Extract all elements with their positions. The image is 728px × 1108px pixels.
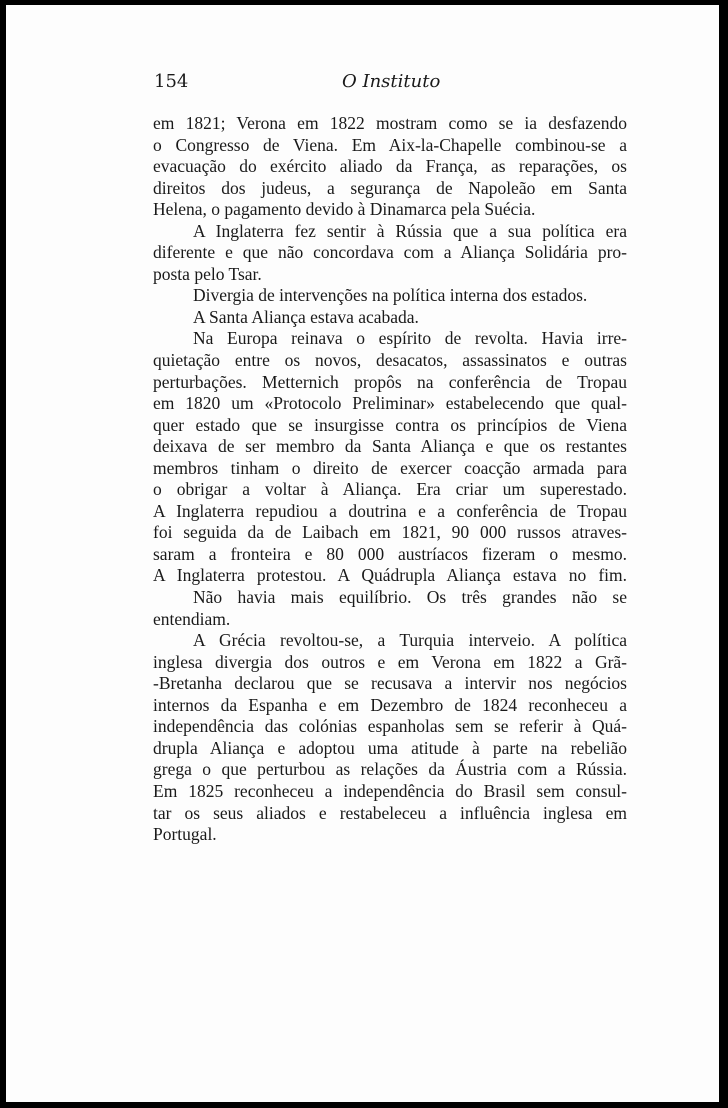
text-line: A Santa Aliança estava acabada.: [193, 306, 419, 327]
text-line: Na Europa reinava o espírito de revolta. Havia irre-: [193, 328, 627, 349]
text-line: evacuação do exército aliado da França, as reparações, os: [153, 156, 627, 177]
text-line: diferente e que não concordava com a Aliança Solidária pro-: [153, 242, 627, 263]
text-line: deixava de ser membro da Santa Aliança e que os restantes: [153, 436, 627, 457]
page-number: 154: [154, 71, 189, 92]
text-line: em 1820 um «Protocolo Preliminar» estabelecendo que qual-: [153, 393, 627, 414]
text-line: grega o que perturbou as relações da Áustria com a Rússia.: [153, 759, 627, 780]
text-line: perturbações. Metternich propôs na conferência de Tropau: [153, 371, 627, 392]
text-line: em 1821; Verona em 1822 mostram como se ia desfazendo: [153, 113, 627, 133]
text-line: o Congresso de Viena. Em Aix-la-Chapelle combinou-se a: [153, 134, 627, 155]
text-line: quietação entre os novos, desacatos, assassinatos e outras: [153, 350, 627, 371]
text-line: Portugal.: [153, 824, 217, 845]
text-line: quer estado que se insurgisse contra os princípios de Viena: [153, 414, 627, 435]
text-line: A Inglaterra protestou. A Quádrupla Aliança estava no fim.: [153, 565, 627, 586]
text-line: entendiam.: [153, 608, 231, 629]
body-text: [153, 113, 627, 846]
text-line: A Grécia revoltou-se, a Turquia interveio. A política: [193, 630, 627, 651]
text-line: posta pelo Tsar.: [153, 263, 262, 284]
text-line: direitos dos judeus, a segurança de Napoleão em Santa: [153, 177, 627, 198]
text-line: internos da Espanha e em Dezembro de 1824 reconheceu a: [153, 694, 627, 715]
text-line: o obrigar a voltar à Aliança. Era criar um superestado.: [153, 479, 627, 500]
page-header: [154, 71, 628, 101]
text-line: Em 1825 reconheceu a independência do Brasil sem consul-: [153, 780, 627, 801]
text-line: saram a fronteira e 80 000 austríacos fizeram o mesmo.: [153, 543, 627, 564]
text-line: -Bretanha declarou que se recusava a intervir nos negócios: [153, 673, 627, 694]
text-line: membros tinham o direito de exercer coacção armada para: [153, 457, 627, 478]
book-page: [6, 5, 719, 1102]
text-line: foi seguida da de Laibach em 1821, 90 000 russos atraves-: [153, 522, 627, 543]
text-line: inglesa divergia dos outros e em Verona em 1822 a Grã-: [153, 651, 627, 672]
text-line: A Inglaterra fez sentir à Rússia que a sua política era: [193, 220, 627, 241]
text-line: tar os seus aliados e restabeleceu a influência inglesa em: [153, 802, 627, 823]
text-line: Não havia mais equilíbrio. Os três grandes não se: [193, 587, 627, 608]
text-line: independência das colónias espanholas sem se referir à Quá-: [153, 716, 627, 737]
text-line: Helena, o pagamento devido à Dinamarca pela Suécia.: [153, 199, 536, 220]
text-line: drupla Aliança e adoptou uma atitude à parte na rebelião: [153, 737, 627, 758]
text-line: A Inglaterra repudiou a doutrina e a conferência de Tropau: [153, 500, 627, 521]
text-line: Divergia de intervenções na política interna dos estados.: [193, 285, 588, 306]
running-head: O Instituto: [342, 71, 441, 92]
